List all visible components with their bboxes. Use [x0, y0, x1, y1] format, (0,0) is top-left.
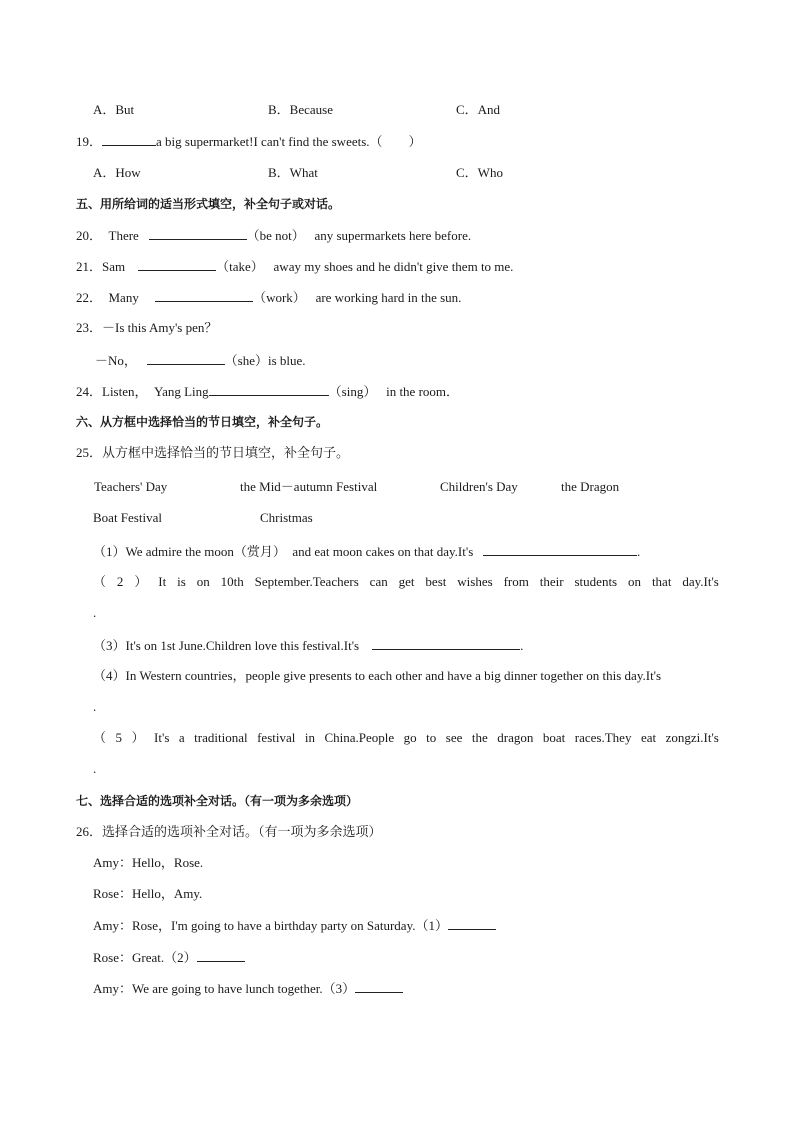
section6-heading: 六、从方框中选择恰当的节日填空，补全句子。	[76, 415, 329, 429]
sentence-word: 2	[116, 574, 124, 589]
q19-blank[interactable]	[102, 133, 156, 146]
s4-continuation: .	[93, 699, 97, 714]
q20-lead: 20． There	[76, 228, 139, 243]
q19-text: a big supermarket!I can't find the sweets.（ ）	[156, 134, 422, 149]
sentence-word: to	[426, 730, 437, 745]
q18-option-b: B．Because	[268, 102, 333, 117]
sentence-word: It	[158, 574, 167, 589]
sentence-word: It's	[154, 730, 170, 745]
q20-hint: （be not）	[246, 228, 305, 243]
q24	[76, 383, 459, 400]
sentence-word: traditional	[194, 730, 248, 745]
word-box-item: the Mid－autumn Festival	[240, 479, 378, 494]
sentence-word: students	[574, 574, 618, 589]
q18-option-a: A．But	[93, 102, 135, 117]
q19-number: 19．	[76, 134, 103, 149]
section7-heading: 七、选择合适的选项补全对话。（有一项为多余选项）	[76, 794, 359, 808]
s2-continuation: .	[93, 605, 97, 620]
sentence-word: ）	[131, 730, 145, 745]
s3-end: .	[520, 638, 524, 653]
sentence-word: on	[628, 574, 642, 589]
q20-blank[interactable]	[149, 227, 247, 240]
sentence-word: from	[503, 574, 529, 589]
sentence-word: （	[93, 730, 107, 745]
q23-reply-lead: －No，	[95, 353, 137, 368]
s1-blank[interactable]	[483, 543, 637, 556]
dialogue-blank-3[interactable]	[355, 980, 403, 993]
dialogue-text: Rose，I'm going to have a birthday party on Saturday.（1）	[132, 918, 448, 933]
q23-hint: （she）is blue.	[224, 353, 306, 368]
s1-text: （1）We admire the moon（赏月） and eat moon cakes on that day.It's	[93, 544, 474, 559]
s5-continuation: .	[93, 761, 97, 776]
dialogue-line	[93, 980, 403, 997]
dialogue-text: We are going to have lunch together.（3）	[132, 981, 356, 996]
dialogue-text: Great.（2）	[132, 950, 197, 965]
q21-blank[interactable]	[138, 258, 216, 271]
q23-line1: 23．－Is this Amy's pen？	[76, 320, 218, 335]
speaker: Rose：	[93, 950, 133, 965]
q25-title: 25．从方框中选择恰当的节日填空，补全句子。	[76, 445, 350, 460]
sentence-word: that	[651, 574, 672, 589]
sentence-word: a	[178, 730, 185, 745]
q25-sentence-5	[93, 730, 719, 746]
q18-option-c: C．And	[456, 102, 501, 117]
q24-hint: （sing）	[328, 384, 377, 399]
sentence-word: boat	[542, 730, 566, 745]
sentence-word: get	[398, 574, 415, 589]
q19-option-a: A．How	[93, 165, 141, 180]
s1-end: .	[637, 544, 641, 559]
dialogue-line	[93, 855, 203, 871]
word-box-item: Teachers' Day	[94, 479, 168, 494]
sentence-word: on	[196, 574, 210, 589]
sentence-word: day.It's	[682, 574, 719, 589]
sentence-word: their	[539, 574, 564, 589]
sentence-word: can	[369, 574, 388, 589]
q23-line2	[95, 352, 306, 369]
q23-blank[interactable]	[147, 352, 225, 365]
q19-option-b: B．What	[268, 165, 318, 180]
q25-sentence-4: （4）In Western countries，people give presents to each other and have a big dinner together on this day.It's	[93, 668, 662, 683]
q22-tail: are working hard in the sun.	[315, 290, 462, 305]
sentence-word: zongzi.It's	[665, 730, 719, 745]
dialogue-blank-2[interactable]	[197, 949, 245, 962]
q21-hint: （take）	[216, 259, 264, 274]
s3-text: （3）It's on 1st June.Children love this festival.It's	[93, 638, 360, 653]
q21	[76, 258, 513, 275]
sentence-word: eat	[640, 730, 657, 745]
sentence-word: races.They	[574, 730, 632, 745]
sentence-word: China.People	[324, 730, 395, 745]
q22	[76, 289, 461, 306]
sentence-word: in	[304, 730, 315, 745]
q25-sentence-2	[93, 574, 719, 590]
q25-sentence-3	[93, 637, 523, 654]
q26-title: 26．选择合适的选项补全对话。（有一项为多余选项）	[76, 824, 382, 839]
sentence-word: the	[471, 730, 488, 745]
speaker: Amy：	[93, 855, 133, 870]
sentence-word: 10th	[220, 574, 244, 589]
q21-tail: away my shoes and he didn't give them to me.	[273, 259, 514, 274]
word-box-item: Boat Festival	[93, 510, 162, 525]
word-box-item: Christmas	[260, 510, 313, 525]
word-box-item: Children's Day	[440, 479, 518, 494]
q19-option-c: C．Who	[456, 165, 503, 180]
sentence-word: September.Teachers	[254, 574, 359, 589]
speaker: Amy：	[93, 981, 133, 996]
q22-hint: （work）	[253, 290, 306, 305]
q20	[76, 227, 471, 244]
dialogue-text: Hello，Rose.	[132, 855, 204, 870]
dialogue-line	[93, 917, 496, 934]
q21-lead: 21．Sam	[76, 259, 126, 274]
q22-lead: 22． Many	[76, 290, 139, 305]
dialogue-line	[93, 949, 245, 966]
word-box-item: the Dragon	[561, 479, 620, 494]
sentence-word: （	[93, 574, 107, 589]
sentence-word: see	[445, 730, 463, 745]
dialogue-line	[93, 886, 202, 902]
q24-blank[interactable]	[209, 383, 329, 396]
q20-tail: any supermarkets here before.	[314, 228, 472, 243]
sentence-word: 5	[115, 730, 123, 745]
dialogue-text: Hello，Amy.	[132, 886, 203, 901]
q22-blank[interactable]	[155, 289, 253, 302]
sentence-word: festival	[257, 730, 296, 745]
speaker: Amy：	[93, 918, 133, 933]
q24-lead: 24．Listen， Yang Ling	[76, 384, 209, 399]
sentence-word: ）	[134, 574, 148, 589]
q25-sentence-1	[93, 543, 640, 560]
s3-blank[interactable]	[372, 637, 520, 650]
sentence-word: is	[177, 574, 186, 589]
speaker: Rose：	[93, 886, 133, 901]
dialogue-blank-1[interactable]	[448, 917, 496, 930]
sentence-word: wishes	[457, 574, 493, 589]
sentence-word: best	[425, 574, 447, 589]
sentence-word: dragon	[497, 730, 534, 745]
sentence-word: go	[403, 730, 417, 745]
q24-tail: in the room．	[386, 384, 460, 399]
q19-question	[76, 133, 422, 150]
section5-heading: 五、用所给词的适当形式填空，补全句子或对话。	[76, 197, 341, 211]
